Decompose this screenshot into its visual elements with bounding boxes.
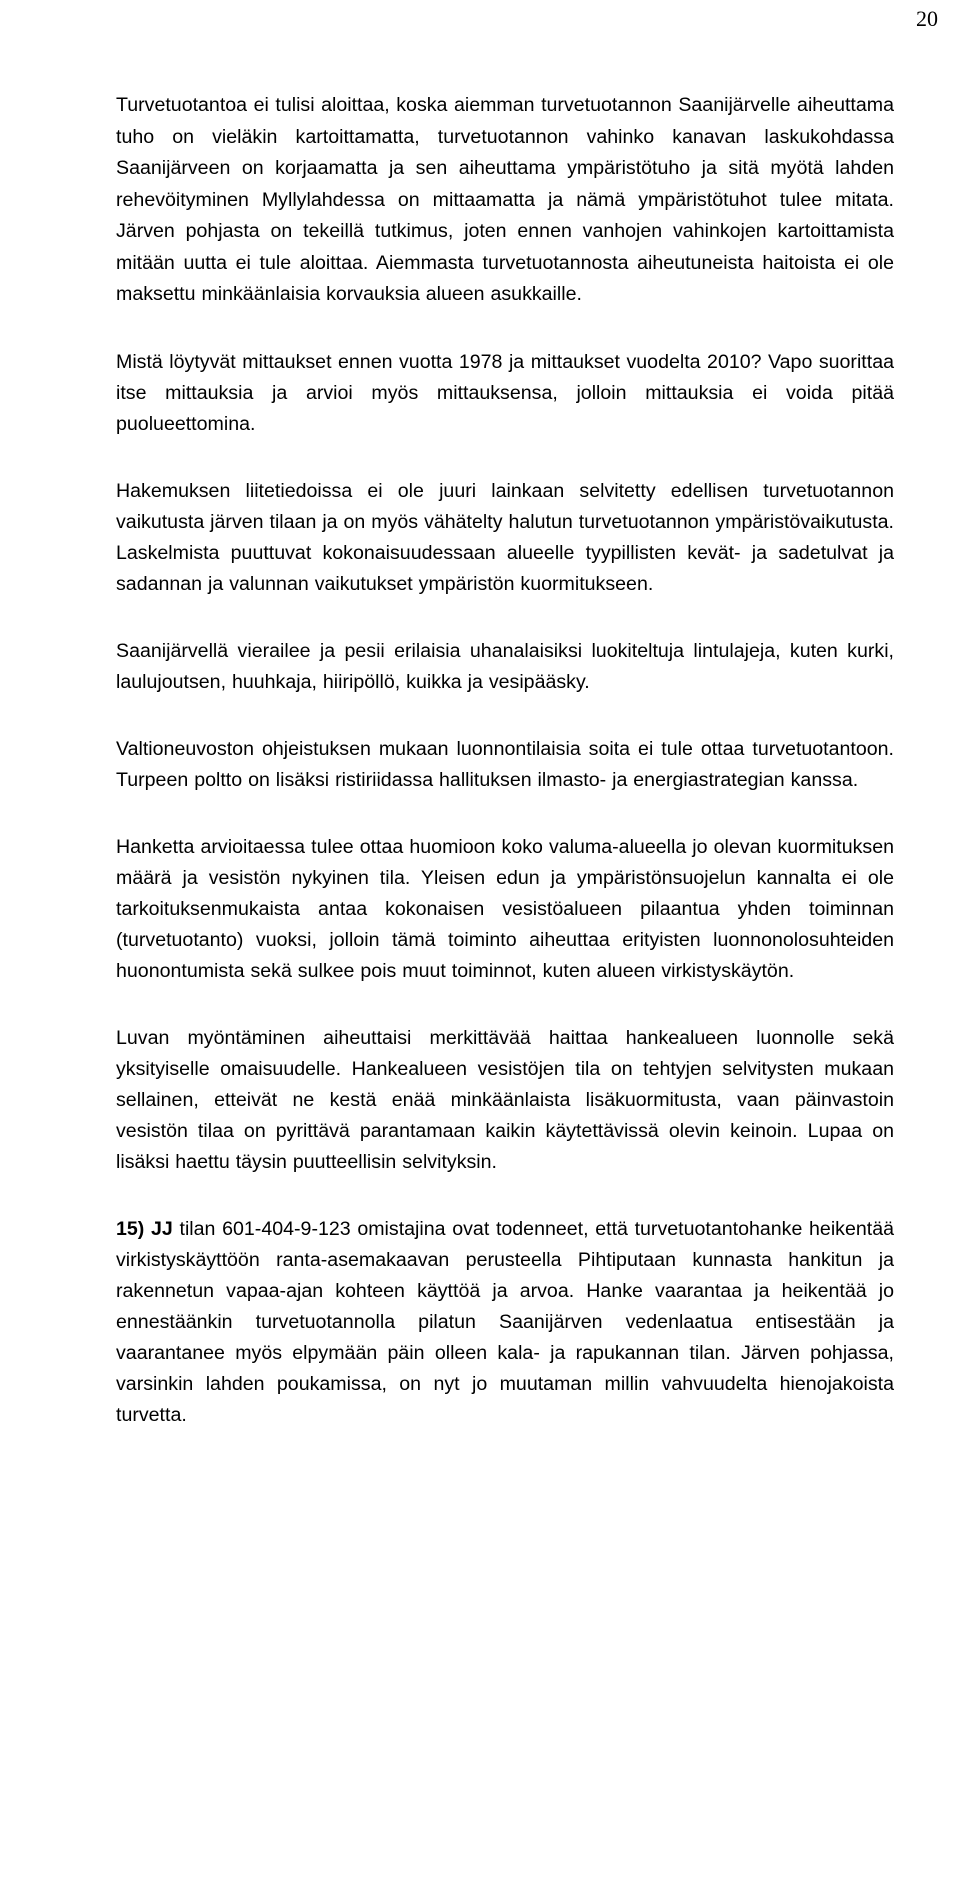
item-name: JJ bbox=[151, 1217, 173, 1240]
item-number: 15) bbox=[116, 1217, 145, 1240]
page-number: 20 bbox=[916, 6, 938, 31]
document-body bbox=[116, 90, 894, 1431]
item-text: tilan 601-404-9-123 omistajina ovat todenneet, että turvetuotantohanke heikentää virkistyskäyttöön ranta-asemakaavan perusteella Pihtiputaan kunnasta hankitun ja rakennetun vapaa-ajan kohteen käyttöä ja arvoa. Hanke vaarantaa ja heikentää jo ennestäänkin turvetuotannolla pilatun Saanijärven vedenlaatua entisestään ja vaarantanee myös elpymään päin olleen kala- ja rapukannan tilan. Järven pohjassa, varsinkin lahden poukamissa, on nyt jo muutaman millin vahvuudelta hienojakoista turvetta. bbox=[116, 1217, 895, 1426]
paragraph-5: Valtioneuvoston ohjeistuksen mukaan luonnontilaisia soita ei tule ottaa turvetuotantoon. Turpeen poltto on lisäksi ristiriidassa hallituksen ilmasto- ja energiastrategian kanssa. bbox=[116, 737, 894, 791]
paragraph-6: Hanketta arvioitaessa tulee ottaa huomioon koko valuma-alueella jo olevan kuormituksen määrä ja vesistön nykyinen tila. Yleisen edun ja ympäristönsuojelun kannalta ei ole tarkoituksenmukaista antaa kokonaisen vesistöalueen pilaantua yhden toiminnan (turvetuotanto) vuoksi, jolloin tämä toiminto aiheuttaa erityisten luonnonolosuhteiden huonontumista sekä sulkee pois muut toiminnot, kuten alueen virkistyskäytön. bbox=[116, 835, 894, 982]
paragraph-2: Mistä löytyvät mittaukset ennen vuotta 1978 ja mittaukset vuodelta 2010? Vapo suorittaa itse mittauksia ja arvioi myös mittauksensa, jolloin mittauksia ei voida pitää puolueettomina. bbox=[116, 350, 894, 435]
paragraph-7: Luvan myöntäminen aiheuttaisi merkittävää haittaa hankealueen luonnolle sekä yksityiselle omaisuudelle. Hankealueen vesistöjen tila on tehtyjen selvitysten mukaan sellainen, etteivät ne kestä enää minkäänlaista lisäkuormitusta, vaan päinvastoin vesistön tilaa on pyrittävä parantamaan kaikin käytettävissä olevin keinoin. Lupaa on lisäksi haettu täysin puutteellisin selvityksin. bbox=[116, 1026, 894, 1173]
paragraph-3: Hakemuksen liitetiedoissa ei ole juuri lainkaan selvitetty edellisen turvetuotannon vaikutusta järven tilaan ja on myös vähätelty halutun turvetuotannon ympäristövaikutusta. Laskelmista puuttuvat kokonaisuudessaan alueelle tyypillisten kevät- ja sadetulvat ja sadannan ja valunnan vaikutukset ympäristön kuormitukseen. bbox=[116, 479, 894, 595]
paragraph-1: Turvetuotantoa ei tulisi aloittaa, koska aiemman turvetuotannon Saanijärvelle aiheuttama tuho on vieläkin kartoittamatta, turvetuotannon vahinko kanavan laskukohdassa Saanijärveen on korjaamatta ja sen aiheuttama ympäristötuho ja sitä myötä lahden rehevöityminen Myllylahdessa on mittaamatta ja nämä ympäristötuhot tulee mitata. Järven pohjasta on tekeillä tutkimus, joten ennen vanhojen vahinkojen kartoittamista mitään uutta ei tule aloittaa. Aiemmasta turvetuotannosta aiheutuneista haitoista ei ole maksettu minkäänlaisia korvauksia alueen asukkaille. bbox=[116, 94, 894, 305]
paragraph-item-15 bbox=[116, 1214, 894, 1431]
paragraph-4: Saanijärvellä vierailee ja pesii erilaisia uhanalaisiksi luokiteltuja lintulajeja, kuten kurki, laulujoutsen, huuhkaja, hiiripöllö, kuikka ja vesipääsky. bbox=[116, 639, 894, 693]
